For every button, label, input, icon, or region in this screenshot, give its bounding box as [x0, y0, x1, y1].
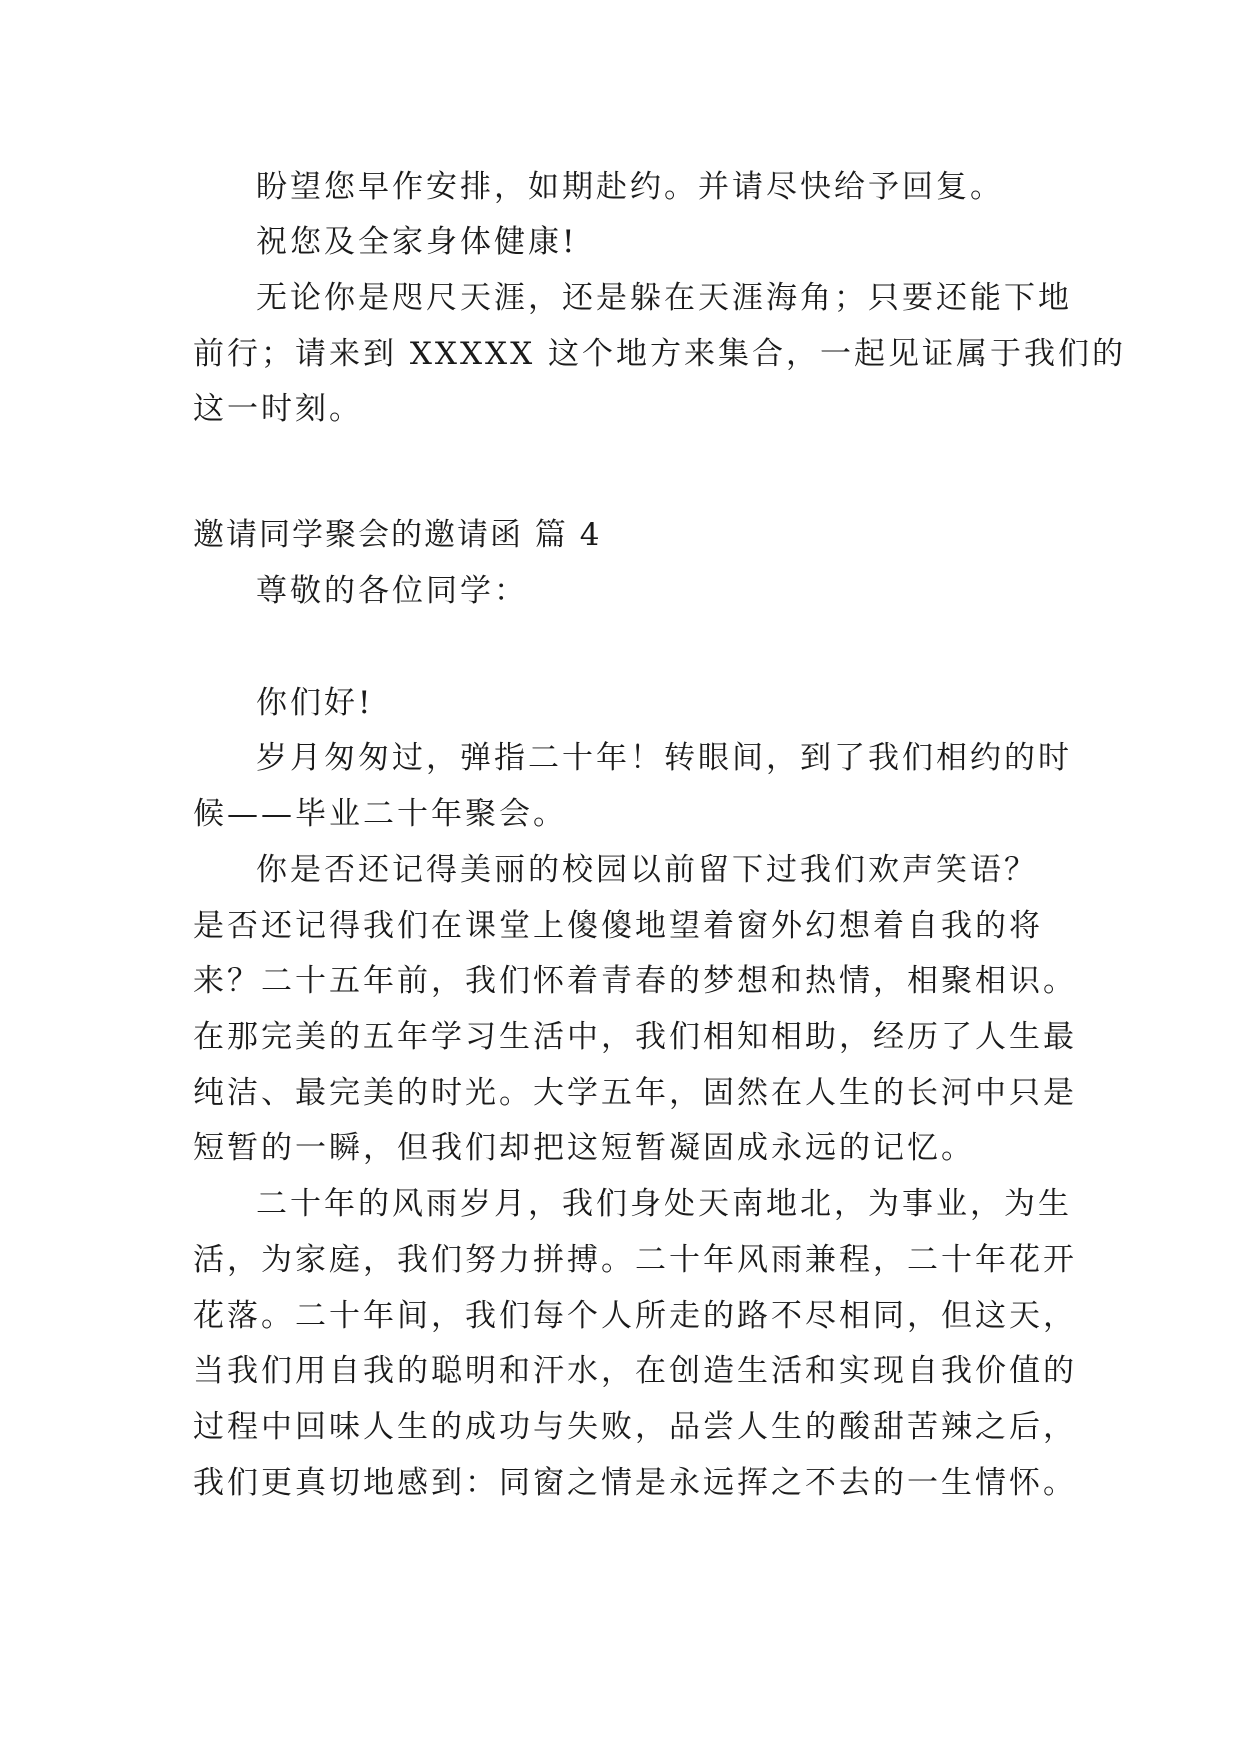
paragraph-line: 祝您及全家身体健康!	[256, 224, 578, 260]
paragraph-line: 花落。二十年间，我们每个人所走的路不尽相同，但这天，	[193, 1298, 1077, 1334]
paragraph-line: 二十年的风雨岁月，我们身处天南地北，为事业，为生	[256, 1186, 1072, 1222]
paragraph-line: 短暂的一瞬，但我们却把这短暂凝固成永远的记忆。	[193, 1130, 975, 1166]
paragraph-line: 活，为家庭，我们努力拼搏。二十年风雨兼程，二十年花开	[193, 1242, 1077, 1278]
paragraph-line: 你是否还记得美丽的校园以前留下过我们欢声笑语？	[256, 852, 1038, 888]
salutation: 尊敬的各位同学：	[256, 573, 528, 609]
paragraph-line: 候——毕业二十年聚会。	[193, 796, 567, 832]
paragraph-line: 在那完美的五年学习生活中，我们相知相助，经历了人生最	[193, 1019, 1077, 1055]
paragraph-line: 前行；请来到 XXXXX 这个地方来集合，一起见证属于我们的	[193, 336, 1127, 372]
paragraph-line: 这一时刻。	[193, 391, 363, 427]
paragraph-line: 过程中回味人生的成功与失败，品尝人生的酸甜苦辣之后，	[193, 1409, 1077, 1445]
paragraph-line: 当我们用自我的聪明和汗水，在创造生活和实现自我价值的	[193, 1353, 1077, 1389]
paragraph-line: 盼望您早作安排，如期赴约。并请尽快给予回复。	[256, 169, 1004, 205]
paragraph-line: 无论你是咫尺天涯，还是躲在天涯海角；只要还能下地	[256, 280, 1072, 316]
greeting: 你们好!	[256, 685, 374, 721]
paragraph-line: 纯洁、最完美的时光。大学五年，固然在人生的长河中只是	[193, 1075, 1077, 1111]
section-heading: 邀请同学聚会的邀请函 篇 4	[193, 517, 602, 553]
paragraph-line: 来？二十五年前，我们怀着青春的梦想和热情，相聚相识。	[193, 963, 1077, 999]
paragraph-line: 是否还记得我们在课堂上傻傻地望着窗外幻想着自我的将	[193, 908, 1043, 944]
paragraph-line: 我们更真切地感到：同窗之情是永远挥之不去的一生情怀。	[193, 1465, 1077, 1501]
paragraph-line: 岁月匆匆过，弹指二十年！转眼间，到了我们相约的时	[256, 740, 1072, 776]
